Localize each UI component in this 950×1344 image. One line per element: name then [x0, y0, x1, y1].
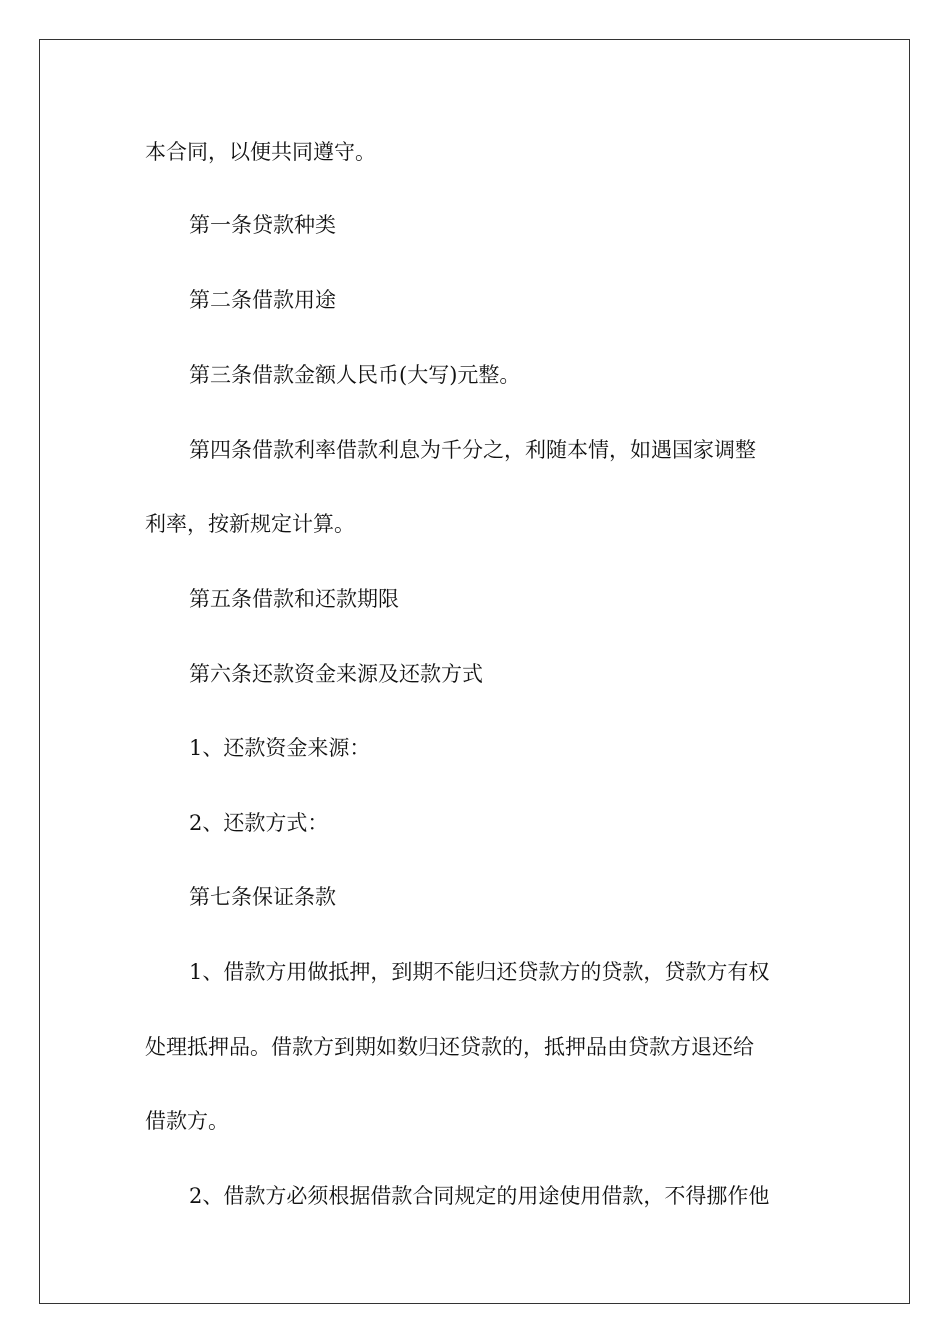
article-6-heading: 第六条还款资金来源及还款方式	[189, 662, 483, 686]
article-7-item-1-continuation-1: 处理抵押品。借款方到期如数归还贷款的，抵押品由贷款方退还给	[145, 1035, 754, 1059]
article-7-item-2: 2、借款方必须根据借款合同规定的用途使用借款，不得挪作他	[189, 1184, 770, 1208]
article-7-item-1-continuation-2: 借款方。	[145, 1109, 229, 1133]
article-3-heading: 第三条借款金额人民币(大写)元整。	[189, 363, 521, 387]
article-6-item-2: 2、还款方式：	[189, 811, 329, 835]
article-6-item-1: 1、还款资金来源：	[189, 736, 371, 760]
article-5-heading: 第五条借款和还款期限	[189, 587, 399, 611]
article-4-continuation: 利率，按新规定计算。	[145, 512, 355, 536]
article-1-heading: 第一条贷款种类	[189, 213, 336, 237]
article-7-item-1: 1、借款方用做抵押，到期不能归还贷款方的贷款，贷款方有权	[189, 960, 770, 984]
article-7-heading: 第七条保证条款	[189, 885, 336, 909]
text-line-1: 本合同，以便共同遵守。	[145, 140, 376, 164]
article-4-heading: 第四条借款利率借款利息为千分之，利随本情，如遇国家调整	[189, 438, 756, 462]
article-2-heading: 第二条借款用途	[189, 288, 336, 312]
